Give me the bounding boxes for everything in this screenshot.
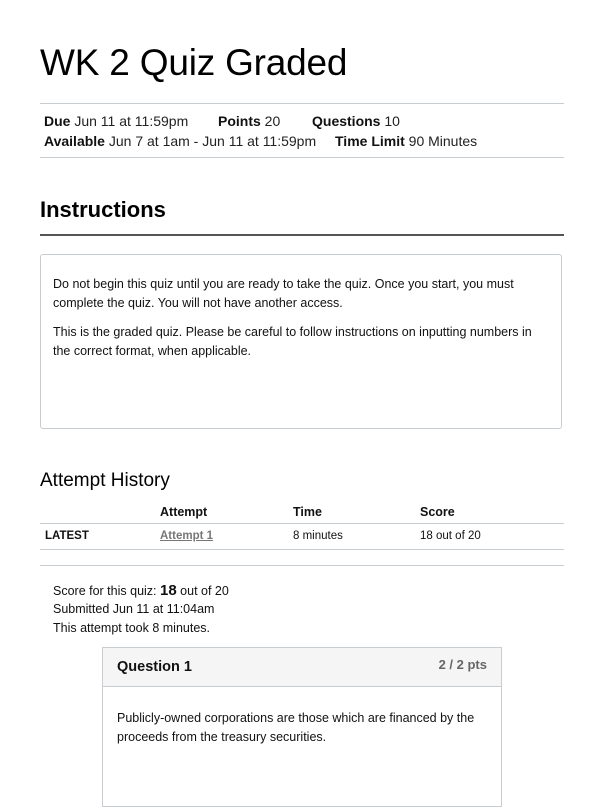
divider <box>40 565 564 566</box>
column-header-time: Time <box>293 505 322 519</box>
instructions-paragraph: This is the graded quiz. Please be careful to follow instructions on inputting numbers in the correct format, when applicable. <box>53 325 532 358</box>
question-card <box>102 647 502 807</box>
due-label: Due <box>44 113 71 129</box>
divider <box>40 157 564 158</box>
attempt-score: 18 out of 20 <box>420 530 481 542</box>
quiz-title: WK 2 Quiz Graded <box>40 42 348 83</box>
table-row-divider <box>40 549 564 550</box>
points-value: 20 <box>264 113 281 129</box>
column-header-attempt: Attempt <box>160 505 208 519</box>
points-label: Points <box>218 113 261 129</box>
due-value: Jun 11 at 11:59pm <box>74 113 189 129</box>
questions-info <box>312 113 400 129</box>
available-value: Jun 7 at 1am - Jun 11 at 11:59pm <box>108 133 317 149</box>
instructions-heading: Instructions <box>40 197 166 222</box>
available-info <box>44 133 316 149</box>
attempt-duration-text: This attempt took 8 minutes. <box>53 621 211 635</box>
points-info <box>218 113 280 129</box>
quiz-score-summary <box>53 582 229 599</box>
latest-label: LATEST <box>45 530 89 542</box>
attempt-history-heading: Attempt History <box>40 470 170 491</box>
attempt-link[interactable]: Attempt 1 <box>160 530 214 542</box>
time-limit-info <box>335 133 477 149</box>
questions-label: Questions <box>312 113 381 129</box>
time-limit-label: Time Limit <box>335 133 405 149</box>
instructions-paragraph: Do not begin this quiz until you are ready to take the quiz. Once you start, you must complete the quiz. You will not have another access. <box>53 277 514 310</box>
due-info <box>44 113 188 129</box>
score-prefix: Score for this quiz: <box>53 584 160 598</box>
instructions-box <box>40 254 562 429</box>
question-title: Question 1 <box>117 659 192 675</box>
question-points: 2 / 2 pts <box>438 657 487 672</box>
questions-value: 10 <box>384 113 400 129</box>
available-label: Available <box>44 133 105 149</box>
time-limit-value: 90 Minutes <box>408 133 478 149</box>
question-text: Publicly-owned corporations are those which are financed by the proceeds from the treasury securities. <box>117 711 475 744</box>
attempt-time: 8 minutes <box>293 530 343 542</box>
table-header-divider <box>40 523 564 524</box>
instructions-rule <box>40 234 564 236</box>
divider <box>40 103 564 104</box>
question-header <box>103 648 501 687</box>
submitted-text: Submitted Jun 11 at 11:04am <box>53 602 215 616</box>
score-value: 18 <box>160 582 177 599</box>
score-suffix: out of 20 <box>176 584 229 598</box>
attempt-cell <box>160 530 213 542</box>
column-header-score: Score <box>420 505 455 519</box>
